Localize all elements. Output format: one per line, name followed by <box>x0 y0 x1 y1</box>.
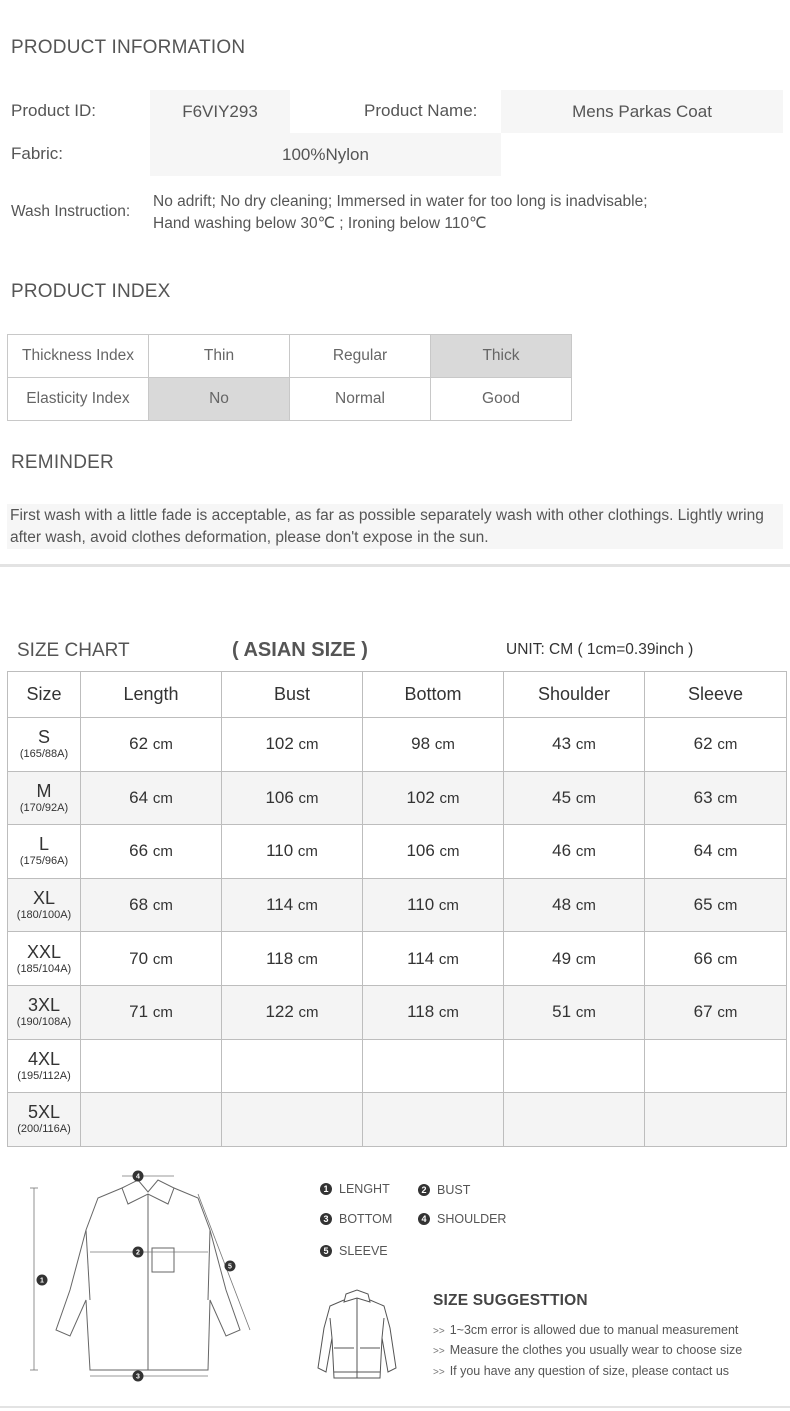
unit-suffix: cm <box>152 950 173 968</box>
table-row <box>8 825 787 879</box>
shoulder-cell <box>504 932 645 986</box>
product-information-title: PRODUCT INFORMATION <box>11 37 246 58</box>
unit-suffix: cm <box>575 736 596 754</box>
unit-suffix: cm <box>575 897 596 915</box>
double-chevron-icon: >> <box>433 1326 445 1337</box>
bottom-cell <box>363 932 504 986</box>
size-sublabel: (165/88A) <box>19 748 69 761</box>
size-suggestion-title: SIZE SUGGESTTION <box>433 1292 588 1309</box>
thickness-option-thin: Thin <box>149 335 290 378</box>
sleeve-value: 65 <box>693 895 713 915</box>
legend-3-icon: 3 <box>320 1213 332 1225</box>
reminder-title: REMINDER <box>11 452 114 473</box>
header-length: Length <box>81 672 222 718</box>
elasticity-option-good: Good <box>431 378 572 421</box>
sleeve-cell <box>645 825 787 879</box>
sleeve-cell <box>645 771 787 825</box>
diagram-markers <box>37 1171 236 1382</box>
sleeve-cell <box>645 932 787 986</box>
unit-suffix: cm <box>152 843 173 861</box>
shoulder-cell <box>504 1039 645 1093</box>
shoulder-value: 51 <box>552 1002 572 1022</box>
shoulder-cell <box>504 718 645 772</box>
wash-line-2: Hand washing below 30℃ ; Ironing below 110℃ <box>153 215 487 232</box>
bottom-cell <box>363 1093 504 1147</box>
legend-2-icon: 2 <box>418 1184 430 1196</box>
bottom-cell <box>363 878 504 932</box>
shoulder-cell <box>504 1093 645 1147</box>
thickness-option-regular: Regular <box>290 335 431 378</box>
section-divider <box>0 564 790 567</box>
product-name-label: Product Name: <box>364 101 478 120</box>
legend-4-label: SHOULDER <box>437 1212 507 1226</box>
length-cell <box>81 1039 222 1093</box>
bottom-value: 118 <box>407 1002 435 1022</box>
sleeve-value: 67 <box>693 1002 713 1022</box>
bottom-divider <box>0 1406 790 1408</box>
bust-cell <box>222 1093 363 1147</box>
shoulder-cell <box>504 825 645 879</box>
marker-4-num: 4 <box>136 1173 140 1181</box>
unit-suffix: cm <box>298 789 319 807</box>
length-value: 62 <box>129 734 149 754</box>
bust-value: 114 <box>266 895 294 915</box>
elasticity-option-no: No <box>149 378 290 421</box>
header-sleeve: Sleeve <box>645 672 787 718</box>
size-cell <box>8 878 81 932</box>
product-index-title: PRODUCT INDEX <box>11 281 171 302</box>
marker-2-num: 2 <box>136 1249 140 1257</box>
table-row <box>8 718 787 772</box>
product-name-value: Mens Parkas Coat <box>501 90 783 133</box>
table-row <box>8 771 787 825</box>
bust-cell <box>222 932 363 986</box>
sleeve-cell <box>645 985 787 1039</box>
unit-suffix: cm <box>439 843 460 861</box>
size-sublabel: (185/104A) <box>16 962 72 975</box>
size-chart-table <box>7 671 787 1147</box>
shoulder-value: 48 <box>552 895 572 915</box>
unit-suffix: cm <box>575 1004 596 1022</box>
size-label: 5XL <box>27 1102 61 1123</box>
unit-suffix: cm <box>152 897 173 915</box>
product-id-label: Product ID: <box>11 101 97 120</box>
bottom-cell <box>363 771 504 825</box>
size-cell <box>8 1093 81 1147</box>
header-size: Size <box>8 672 81 718</box>
unit-label: UNIT: CM ( 1cm=0.39inch ) <box>506 641 694 658</box>
length-value: 66 <box>129 841 149 861</box>
shirt-measurement-diagram <box>30 1170 280 1385</box>
unit-suffix: cm <box>575 789 596 807</box>
size-chart-header-row <box>8 672 787 718</box>
suggestion-line-2-text: Measure the clothes you usually wear to choose size <box>449 1343 743 1357</box>
header-bottom: Bottom <box>363 672 504 718</box>
product-id-value: F6VIY293 <box>150 90 290 133</box>
bust-value: 110 <box>266 841 294 861</box>
wash-line-1: No adrift; No dry cleaning; Immersed in water for too long is inadvisable; <box>153 193 648 210</box>
unit-suffix: cm <box>152 789 173 807</box>
header-bust: Bust <box>222 672 363 718</box>
thickness-option-thick: Thick <box>431 335 572 378</box>
fabric-value: 100%Nylon <box>150 133 501 176</box>
shoulder-cell <box>504 878 645 932</box>
legend-item-length <box>320 1182 390 1196</box>
unit-suffix: cm <box>439 789 460 807</box>
sleeve-cell <box>645 1039 787 1093</box>
table-row <box>8 932 787 986</box>
shoulder-value: 43 <box>552 734 572 754</box>
unit-suffix: cm <box>717 843 738 861</box>
elasticity-option-normal: Normal <box>290 378 431 421</box>
size-sublabel: (195/112A) <box>17 1069 71 1082</box>
bust-value: 106 <box>265 787 294 807</box>
bottom-value: 110 <box>407 895 435 915</box>
thickness-index-row <box>8 335 572 378</box>
size-label: L <box>38 834 49 855</box>
legend-1-label: LENGHT <box>339 1182 390 1196</box>
size-chart-title: SIZE CHART <box>17 640 130 661</box>
length-cell <box>81 932 222 986</box>
size-label: XXL <box>26 941 62 962</box>
sleeve-cell <box>645 878 787 932</box>
size-sublabel: (190/108A) <box>16 1016 72 1029</box>
size-label: S <box>37 727 50 748</box>
unit-suffix: cm <box>438 897 459 915</box>
size-cell <box>8 985 81 1039</box>
bust-cell <box>222 985 363 1039</box>
length-value: 71 <box>129 1002 149 1022</box>
table-row <box>8 878 787 932</box>
legend-1-icon: 1 <box>320 1183 332 1195</box>
size-label: 3XL <box>27 995 61 1016</box>
bottom-value: 98 <box>411 734 431 754</box>
sleeve-value: 66 <box>693 948 713 968</box>
bust-cell <box>222 1039 363 1093</box>
table-row <box>8 985 787 1039</box>
unit-suffix: cm <box>438 1004 459 1022</box>
bottom-cell <box>363 985 504 1039</box>
unit-suffix: cm <box>717 789 738 807</box>
unit-suffix: cm <box>575 950 596 968</box>
shoulder-value: 46 <box>552 841 572 861</box>
suggestion-line-3 <box>433 1364 729 1378</box>
bottom-value: 114 <box>407 948 435 968</box>
sleeve-value: 64 <box>693 841 713 861</box>
length-cell <box>81 985 222 1039</box>
size-cell <box>8 1039 81 1093</box>
legend-5-label: SLEEVE <box>339 1244 388 1258</box>
length-cell <box>81 878 222 932</box>
reminder-text: First wash with a little fade is acceptable, as far as possible separately wash with other clothings. Lightly wring after wash, avoid clothes deformation, please don't expose in the sun. <box>7 504 783 549</box>
unit-suffix: cm <box>434 736 455 754</box>
bust-value: 118 <box>266 948 294 968</box>
double-chevron-icon: >> <box>433 1367 445 1378</box>
bust-cell <box>222 878 363 932</box>
legend-item-shoulder <box>418 1212 506 1226</box>
legend-item-bottom <box>320 1212 392 1226</box>
size-cell <box>8 718 81 772</box>
jacket-icon <box>316 1288 398 1386</box>
size-sublabel: (180/100A) <box>16 909 72 922</box>
unit-suffix: cm <box>717 897 738 915</box>
double-chevron-icon: >> <box>433 1346 445 1357</box>
product-index-table <box>7 334 572 421</box>
unit-suffix: cm <box>717 736 738 754</box>
sleeve-value: 63 <box>693 787 713 807</box>
shoulder-cell <box>504 985 645 1039</box>
sleeve-cell <box>645 1093 787 1147</box>
bottom-cell <box>363 1039 504 1093</box>
unit-suffix: cm <box>298 736 319 754</box>
unit-suffix: cm <box>575 843 596 861</box>
marker-1-num: 1 <box>40 1277 44 1285</box>
size-sublabel: (170/92A) <box>19 801 69 814</box>
length-cell <box>81 1093 222 1147</box>
length-cell <box>81 771 222 825</box>
asian-size-label: ( ASIAN SIZE ) <box>232 639 368 661</box>
size-label: XL <box>32 888 56 909</box>
suggestion-line-1-text: 1~3cm error is allowed due to manual measurement <box>449 1323 739 1337</box>
marker-5-num: 5 <box>228 1263 232 1271</box>
legend-2-label: BUST <box>437 1183 471 1197</box>
marker-3-num: 3 <box>136 1373 140 1381</box>
unit-suffix: cm <box>298 1004 319 1022</box>
thickness-index-label: Thickness Index <box>8 335 149 378</box>
bust-cell <box>222 825 363 879</box>
unit-suffix: cm <box>297 843 318 861</box>
shoulder-value: 49 <box>552 948 572 968</box>
legend-item-sleeve <box>320 1244 388 1258</box>
size-label: M <box>36 780 52 801</box>
size-label: 4XL <box>27 1048 61 1069</box>
unit-suffix: cm <box>297 897 318 915</box>
table-row <box>8 1039 787 1093</box>
bust-value: 122 <box>265 1002 294 1022</box>
bottom-cell <box>363 825 504 879</box>
shoulder-value: 45 <box>552 787 572 807</box>
suggestion-line-1 <box>433 1323 738 1337</box>
bottom-value: 102 <box>406 787 435 807</box>
shoulder-cell <box>504 771 645 825</box>
bottom-value: 106 <box>406 841 435 861</box>
sleeve-cell <box>645 718 787 772</box>
length-value: 64 <box>129 787 149 807</box>
length-value: 70 <box>129 948 149 968</box>
legend-4-icon: 4 <box>418 1213 430 1225</box>
bust-cell <box>222 771 363 825</box>
size-cell <box>8 932 81 986</box>
length-cell <box>81 825 222 879</box>
unit-suffix: cm <box>152 1004 173 1022</box>
length-value: 68 <box>129 895 149 915</box>
size-sublabel: (175/96A) <box>19 855 69 868</box>
legend-3-label: BOTTOM <box>339 1212 393 1226</box>
unit-suffix: cm <box>152 736 173 754</box>
legend-5-icon: 5 <box>320 1245 332 1257</box>
elasticity-index-label: Elasticity Index <box>8 378 149 421</box>
sleeve-value: 62 <box>693 734 713 754</box>
table-row <box>8 1093 787 1147</box>
wash-instruction-label: Wash Instruction: <box>11 203 131 220</box>
header-shoulder: Shoulder <box>504 672 645 718</box>
wash-instruction-text <box>153 191 648 235</box>
unit-suffix: cm <box>717 1004 738 1022</box>
size-sublabel: (200/116A) <box>17 1123 71 1136</box>
suggestion-line-2 <box>433 1343 742 1357</box>
fabric-label: Fabric: <box>11 144 63 163</box>
unit-suffix: cm <box>717 950 738 968</box>
elasticity-index-row <box>8 378 572 421</box>
size-cell <box>8 825 81 879</box>
suggestion-line-3-text: If you have any question of size, please contact us <box>449 1364 730 1378</box>
bottom-cell <box>363 718 504 772</box>
size-cell <box>8 771 81 825</box>
length-cell <box>81 718 222 772</box>
bust-value: 102 <box>265 734 294 754</box>
unit-suffix: cm <box>297 950 318 968</box>
legend-item-bust <box>418 1183 470 1197</box>
bust-cell <box>222 718 363 772</box>
unit-suffix: cm <box>438 950 459 968</box>
